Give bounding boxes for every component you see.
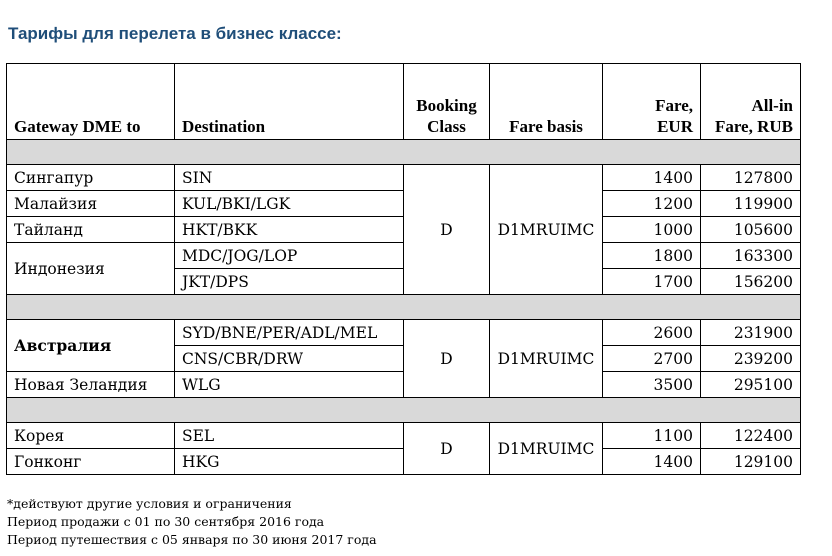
col-header-allin-line1: All-in bbox=[751, 96, 793, 115]
country-cell: Индонезия bbox=[7, 243, 175, 295]
fare-eur-cell: 2700 bbox=[603, 346, 701, 372]
fare-eur-cell: 3500 bbox=[603, 372, 701, 398]
destination-cell: MDC/JOG/LOP bbox=[175, 243, 404, 269]
fare-rub-cell: 163300 bbox=[701, 243, 801, 269]
fare-eur-cell: 1400 bbox=[603, 449, 701, 475]
destination-cell: KUL/BKI/LGK bbox=[175, 191, 404, 217]
header-row bbox=[7, 64, 801, 140]
fare-rub-cell: 122400 bbox=[701, 423, 801, 449]
fare-basis-cell: D1MRUIMC bbox=[490, 423, 603, 475]
col-header-booking-class bbox=[404, 64, 490, 140]
country-cell: Корея bbox=[7, 423, 175, 449]
page-title: Тарифы для перелета в бизнес классе: bbox=[8, 24, 342, 43]
fare-rub-cell: 231900 bbox=[701, 320, 801, 346]
booking-class-cell: D bbox=[404, 165, 490, 295]
booking-class-cell: D bbox=[404, 423, 490, 475]
destination-cell: SIN bbox=[175, 165, 404, 191]
destination-cell: SEL bbox=[175, 423, 404, 449]
group-separator bbox=[7, 398, 801, 423]
col-header-allin-rub bbox=[701, 64, 801, 140]
fare-rub-cell: 105600 bbox=[701, 217, 801, 243]
col-header-allin-line2: Fare, RUB bbox=[714, 117, 793, 136]
footnote-sale-period: Период продажи с 01 по 30 сентября 2016 года bbox=[7, 514, 325, 529]
fare-table bbox=[6, 63, 801, 475]
footnote-conditions: *действуют другие условия и ограничения bbox=[7, 496, 292, 511]
fare-rub-cell: 239200 bbox=[701, 346, 801, 372]
col-header-destination: Destination bbox=[175, 64, 404, 140]
fare-eur-cell: 1200 bbox=[603, 191, 701, 217]
destination-cell: JKT/DPS bbox=[175, 269, 404, 295]
footnotes bbox=[7, 495, 377, 549]
booking-class-cell: D bbox=[404, 320, 490, 398]
col-header-gateway: Gateway DME to bbox=[7, 64, 175, 140]
col-header-booking-class-line2: Class bbox=[427, 117, 466, 136]
fare-rub-cell: 295100 bbox=[701, 372, 801, 398]
fare-basis-cell: D1MRUIMC bbox=[490, 165, 603, 295]
destination-cell: HKT/BKK bbox=[175, 217, 404, 243]
fare-eur-cell: 1700 bbox=[603, 269, 701, 295]
country-cell: Сингапур bbox=[7, 165, 175, 191]
fare-rub-cell: 127800 bbox=[701, 165, 801, 191]
fare-eur-cell: 1800 bbox=[603, 243, 701, 269]
footnote-travel-period: Период путешествия с 05 января по 30 июня 2017 года bbox=[7, 532, 377, 547]
col-header-booking-class-line1: Booking bbox=[416, 96, 477, 115]
table-row bbox=[7, 423, 801, 449]
fare-rub-cell: 156200 bbox=[701, 269, 801, 295]
col-header-fare-eur bbox=[603, 64, 701, 140]
table-row bbox=[7, 165, 801, 191]
col-header-fare-eur-line2: EUR bbox=[657, 117, 693, 136]
country-cell: Малайзия bbox=[7, 191, 175, 217]
fare-rub-cell: 119900 bbox=[701, 191, 801, 217]
fare-rub-cell: 129100 bbox=[701, 449, 801, 475]
country-cell: Тайланд bbox=[7, 217, 175, 243]
group-separator bbox=[7, 140, 801, 165]
fare-eur-cell: 1000 bbox=[603, 217, 701, 243]
fare-eur-cell: 1400 bbox=[603, 165, 701, 191]
fare-eur-cell: 1100 bbox=[603, 423, 701, 449]
fare-basis-cell: D1MRUIMC bbox=[490, 320, 603, 398]
fare-eur-cell: 2600 bbox=[603, 320, 701, 346]
col-header-fare-eur-line1: Fare, bbox=[655, 96, 693, 115]
country-cell: Гонконг bbox=[7, 449, 175, 475]
destination-cell: HKG bbox=[175, 449, 404, 475]
table-row bbox=[7, 320, 801, 346]
col-header-fare-basis: Fare basis bbox=[490, 64, 603, 140]
destination-cell: SYD/BNE/PER/ADL/MEL bbox=[175, 320, 404, 346]
group-separator bbox=[7, 295, 801, 320]
country-cell: Австралия bbox=[7, 320, 175, 372]
destination-cell: WLG bbox=[175, 372, 404, 398]
destination-cell: CNS/CBR/DRW bbox=[175, 346, 404, 372]
country-cell: Новая Зеландия bbox=[7, 372, 175, 398]
